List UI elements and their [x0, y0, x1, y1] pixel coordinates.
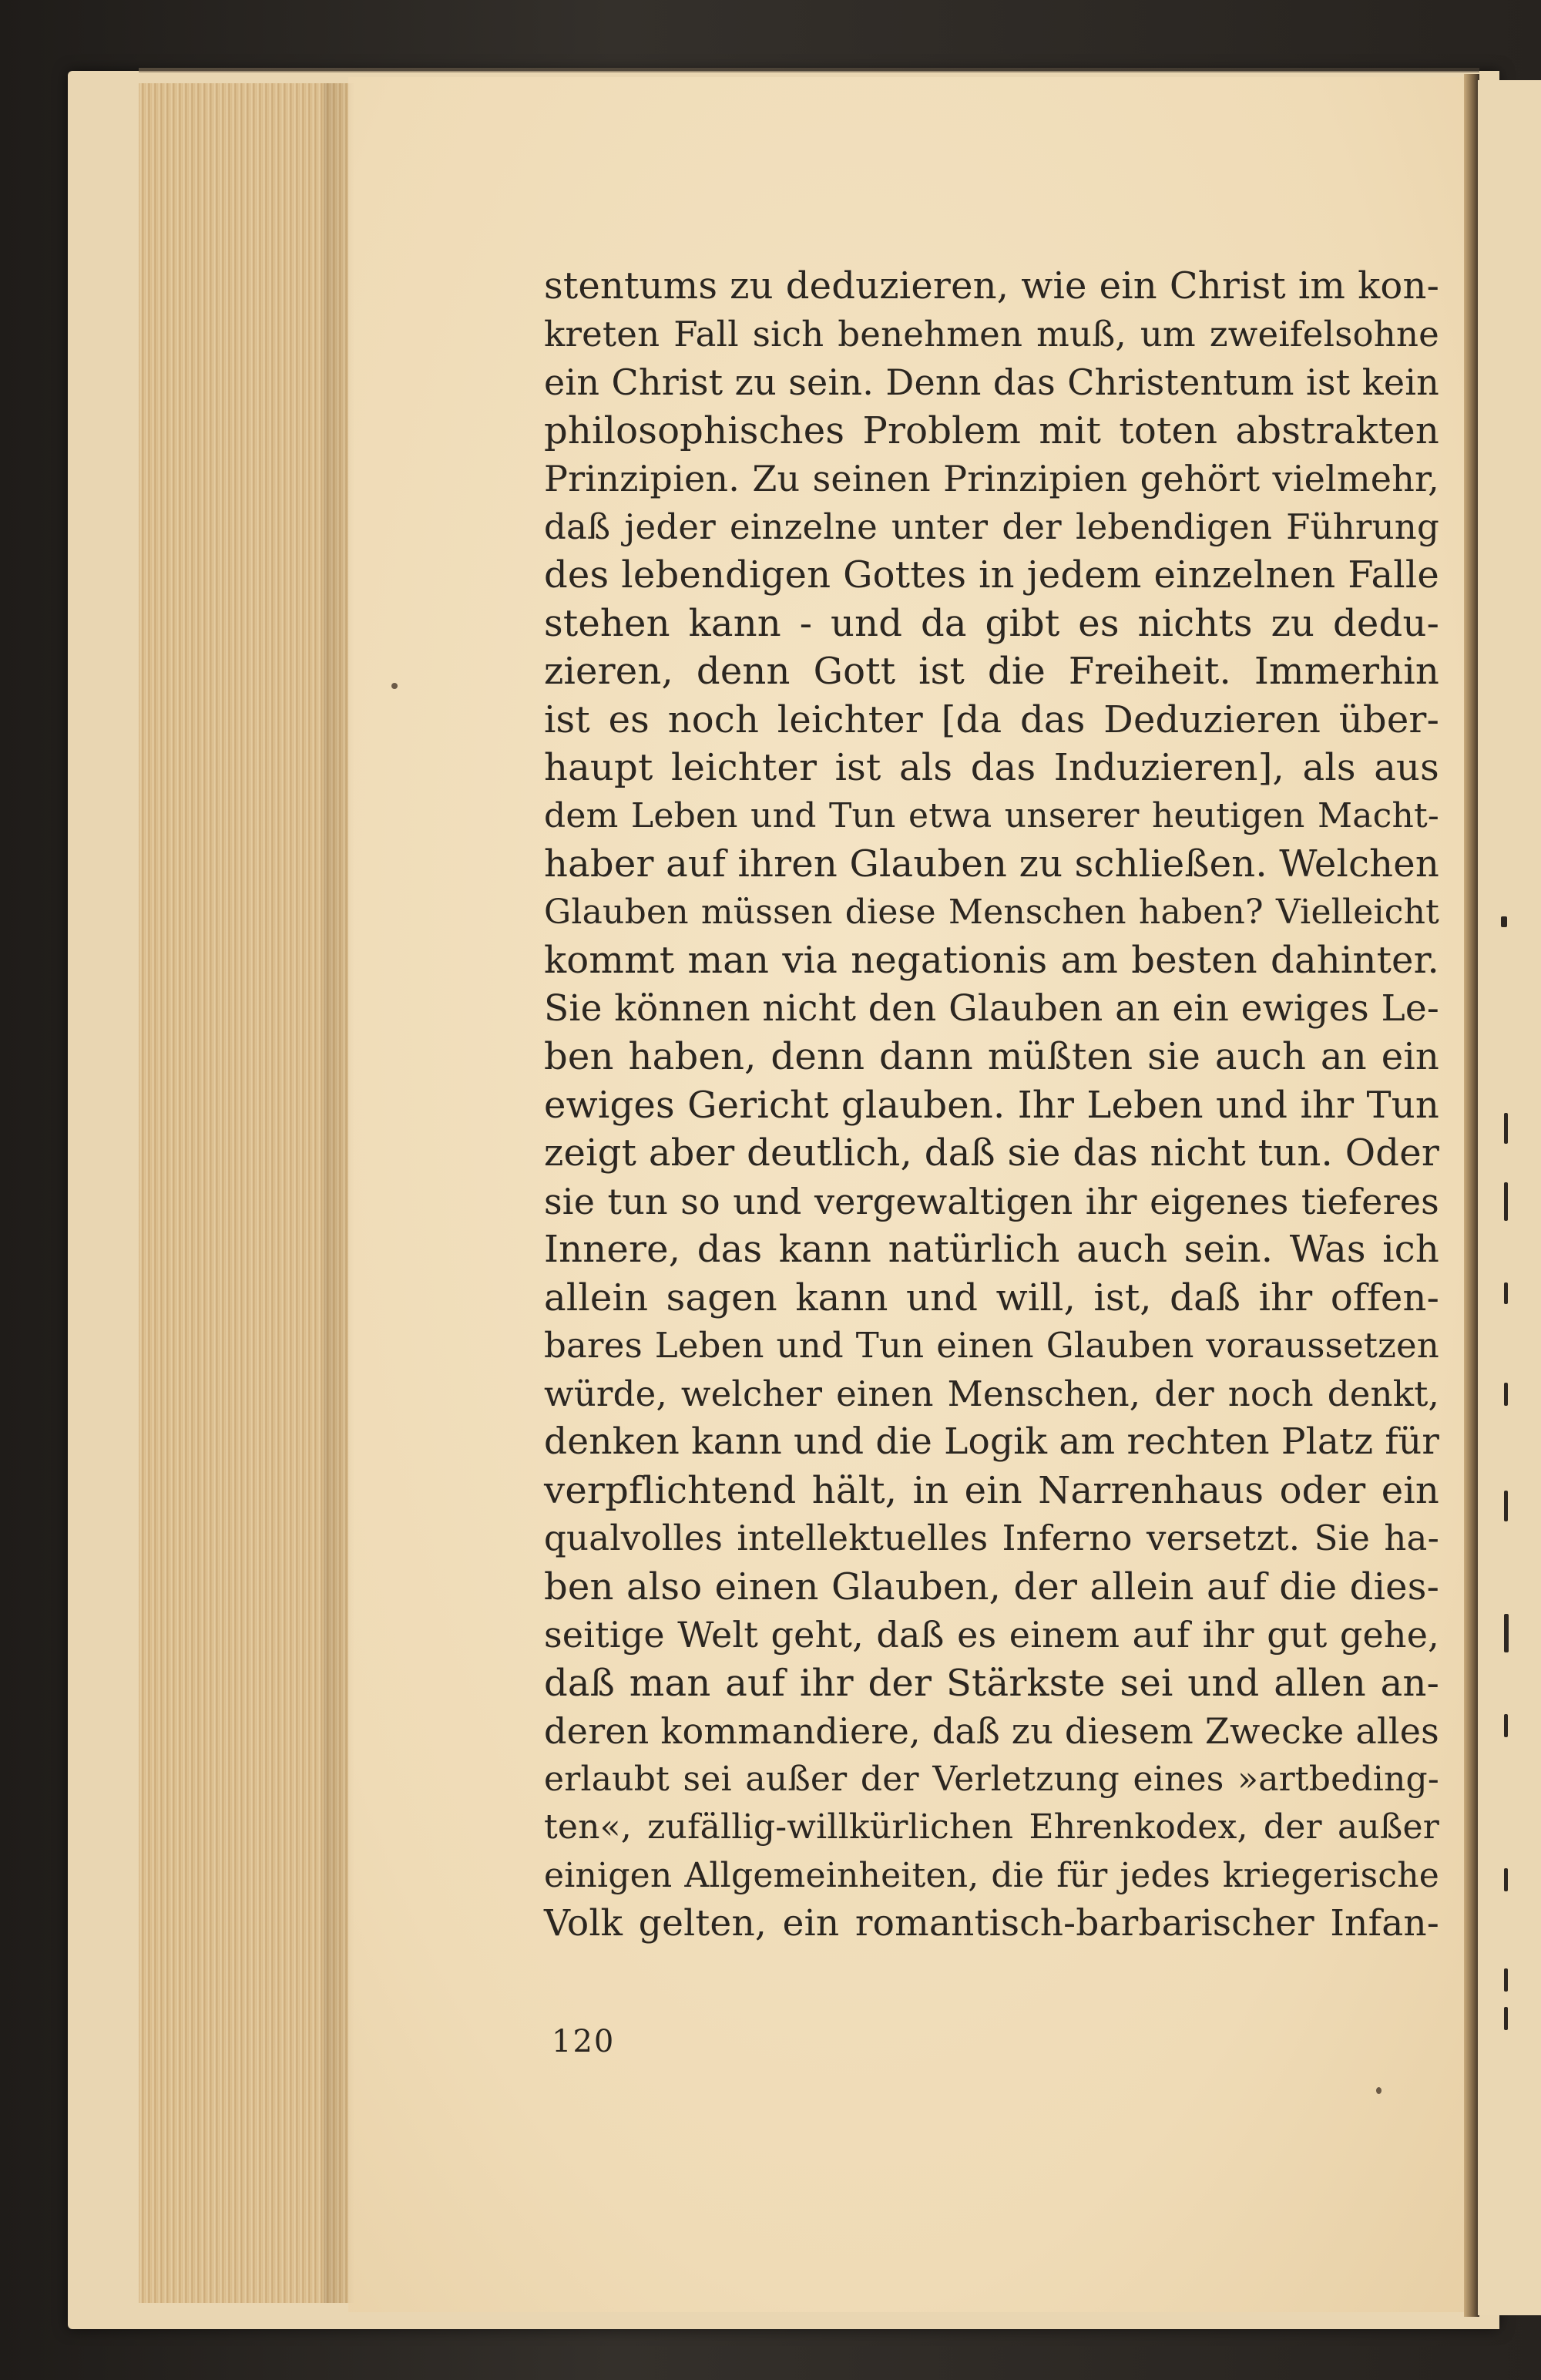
text-line: kommt man via negationis am besten dahinter.	[544, 939, 1439, 982]
text-line: denken kann und die Logik am rechten Platz für	[544, 1420, 1440, 1463]
text-line: daß jeder einzelne unter der lebendigen Führung	[544, 506, 1439, 547]
text-line: haber auf ihren Glauben zu schließen. Welchen	[544, 842, 1439, 886]
text-line: ewiges Gericht glauben. Ihr Leben und ihr Tun	[544, 1084, 1439, 1127]
text-line: qualvolles intellektuelles Inferno versetzt. Sie ha-	[544, 1518, 1439, 1558]
text-line: zeigt aber deutlich, daß sie das nicht tun. Oder	[544, 1131, 1439, 1175]
paper-speck	[1376, 2087, 1382, 2094]
text-line: Volk gelten, ein romantisch-barbarischer Infan-	[544, 1902, 1439, 1945]
page-stack-edges	[139, 83, 350, 2303]
text-line: ben also einen Glauben, der allein auf die dies-	[544, 1565, 1439, 1609]
text-line: daß man auf ihr der Stärkste sei und allen an-	[544, 1662, 1439, 1705]
text-line: erlaubt sei außer der Verletzung eines »artbeding-	[544, 1760, 1439, 1799]
text-line: allein sagen kann und will, ist, daß ihr offen-	[544, 1276, 1439, 1319]
text-line: ten«, zufällig-willkürlichen Ehrenkodex, der außer	[544, 1807, 1439, 1847]
text-line: philosophisches Problem mit toten abstrakten	[544, 409, 1439, 452]
adjacent-page-edge	[1478, 80, 1541, 2315]
text-line: dem Leben und Tun etwa unserer heutigen Macht-	[544, 796, 1439, 835]
text-line: Sie können nicht den Glauben an ein ewiges Le-	[544, 987, 1439, 1030]
paper-speck	[391, 683, 398, 689]
text-line: seitige Welt geht, daß es einem auf ihr gut gehe,	[544, 1614, 1439, 1656]
text-line: ein Christ zu sein. Denn das Christentum ist kein	[544, 361, 1439, 403]
book-gutter	[1464, 74, 1479, 2317]
text-line: stentums zu deduzieren, wie ein Christ im kon-	[544, 264, 1439, 308]
text-line: einigen Allgemeinheiten, die für jedes kriegerische	[544, 1856, 1439, 1895]
text-line: würde, welcher einen Menschen, der noch denkt,	[544, 1373, 1439, 1414]
text-line: ist es noch leichter [da das Deduzieren über-	[544, 698, 1439, 741]
text-line: Prinzipien. Zu seinen Prinzipien gehört vielmehr,	[544, 458, 1439, 499]
text-line: kreten Fall sich benehmen muß, um zweifelsohne	[544, 314, 1439, 355]
page-fold-shadow	[324, 83, 354, 2303]
text-line: bares Leben und Tun einen Glauben voraussetzen	[544, 1325, 1439, 1366]
text-line: deren kommandiere, daß zu diesem Zwecke alles	[544, 1710, 1439, 1752]
text-line: Innere, das kann natürlich auch sein. Was ich	[544, 1228, 1439, 1271]
text-line: des lebendigen Gottes in jedem einzelnen Falle	[544, 553, 1439, 597]
text-line: Glauben müssen diese Menschen haben? Vielleicht	[544, 892, 1439, 932]
text-line: sie tun so und vergewaltigen ihr eigenes tieferes	[544, 1181, 1439, 1222]
text-line: haupt leichter ist als das Induzieren], als aus	[544, 746, 1439, 789]
page-number: 120	[552, 2024, 616, 2059]
text-line: verpflichtend hält, in ein Narrenhaus oder ein	[544, 1469, 1439, 1512]
text-line: zieren, denn Gott ist die Freiheit. Immerhin	[544, 650, 1439, 693]
text-line: stehen kann - und da gibt es nichts zu dedu-	[544, 602, 1439, 645]
text-line: ben haben, denn dann müßten sie auch an ein	[544, 1035, 1439, 1078]
top-edge-shadow	[139, 68, 1479, 72]
